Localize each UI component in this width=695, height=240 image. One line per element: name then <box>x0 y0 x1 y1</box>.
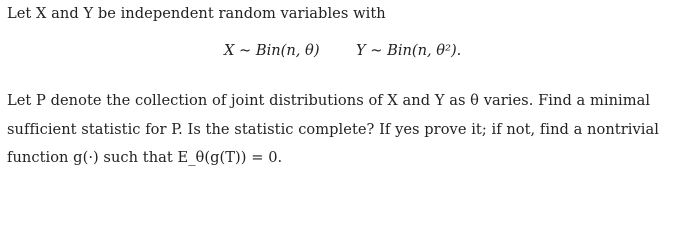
formula-x: X ~ Bin(n, θ) <box>224 42 320 59</box>
question-line-2: sufficient statistic for P. Is the statistic complete? If yes prove it; if not, find a nontrivial <box>7 121 659 138</box>
formula-y: Y ~ Bin(n, θ²). <box>356 42 462 59</box>
intro-line: Let X and Y be independent random variables with <box>7 5 386 22</box>
question-line-3: function g(·) such that E_θ(g(T)) = 0. <box>7 149 283 166</box>
question-line-1: Let P denote the collection of joint distributions of X and Y as θ varies. Find a minimal <box>7 92 651 109</box>
